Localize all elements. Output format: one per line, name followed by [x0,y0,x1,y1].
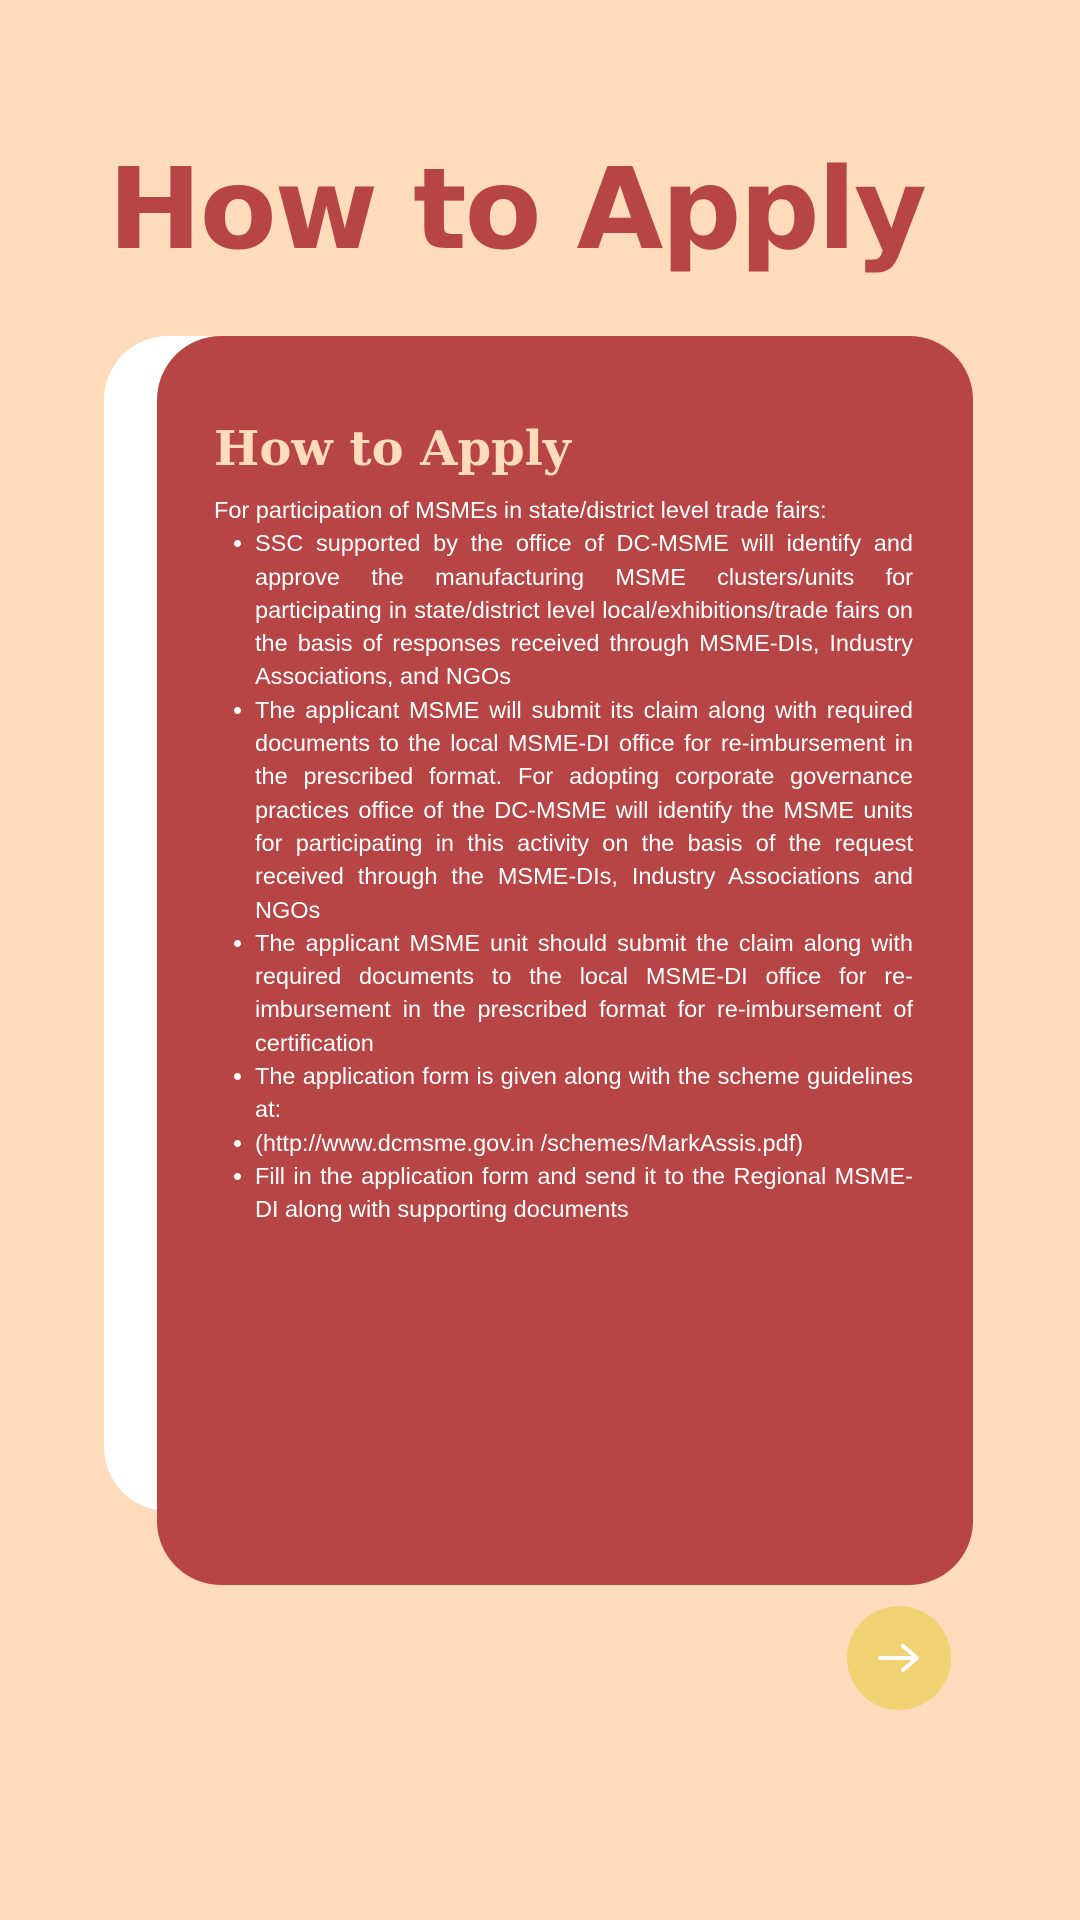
steps-list [214,527,913,1226]
page-title: How to Apply [108,145,926,275]
arrow-right-icon [877,1643,921,1673]
list-item: • The applicant MSME will submit its claim along with required documents to the local MSME-DI office for re-imbursement in the prescribed format. For adopting corporate governance practices office of the DC-MSME will identify the MSME units for participating in this activity on the basis of the request received through the MSME-DIs, Industry Associations and NGOs [255,694,913,927]
list-item: • (http://www.dcmsme.gov.in /schemes/MarkAssis.pdf) [255,1127,913,1160]
card-title: How to Apply [214,421,571,477]
list-item: • The application form is given along with the scheme guidelines at: [255,1060,913,1127]
info-card [157,336,973,1585]
card-intro: For participation of MSMEs in state/district level trade fairs: [214,497,827,523]
list-item: • The applicant MSME unit should submit the claim along with required documents to the local MSME-DI office for re-imbursement in the prescribed format for re-imbursement of certification [255,927,913,1060]
list-item: • SSC supported by the office of DC-MSME will identify and approve the manufacturing MSME clusters/units for participating in state/district level local/exhibitions/trade fairs on the basis of responses received through MSME-DIs, Industry Associations, and NGOs [255,527,913,693]
next-button[interactable] [847,1606,951,1710]
list-item: • Fill in the application form and send it to the Regional MSME-DI along with supporting documents [255,1160,913,1227]
